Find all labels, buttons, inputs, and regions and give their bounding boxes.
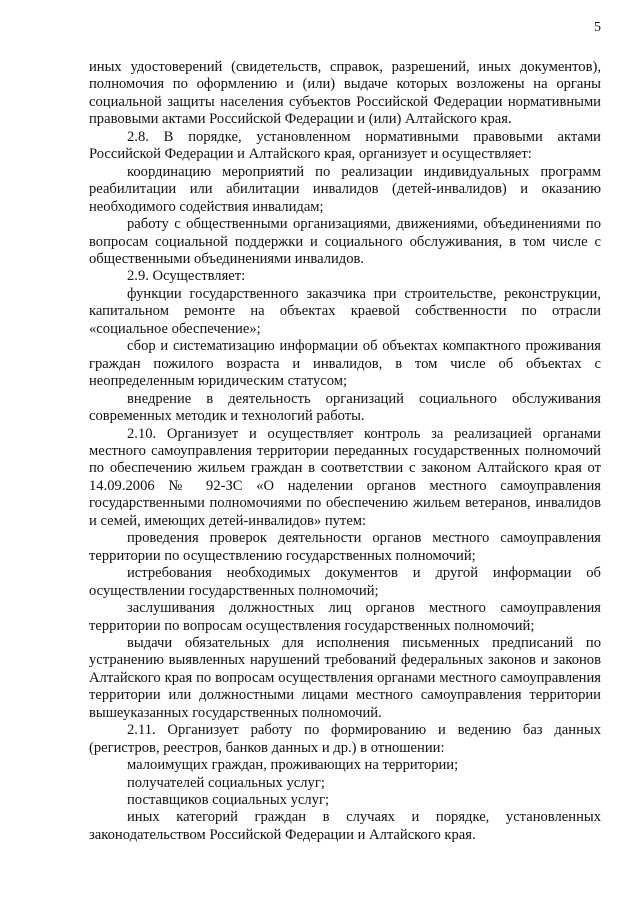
paragraph-hearings: заслушивания должностных лиц органов местного самоуправления территории по вопросам осуществления государственных полномочий; (89, 600, 601, 634)
page-number: 5 (594, 20, 601, 35)
paragraph-orders: выдачи обязательных для исполнения письменных предписаний по устранению выявленных нарушений требований федеральных законов и законов Алтайского края по вопросам осуществления органами местного самоуправления территории или должностными лицами местного самоуправления территории вышеуказанных государственных полномочий. (89, 634, 601, 721)
list-item-other-categories: иных категорий граждан в случаях и порядке, установленных законодательством Российской Федерации и Алтайского края. (89, 809, 601, 843)
document-body (89, 59, 601, 844)
list-item-providers: поставщиков социальных услуг; (127, 792, 329, 809)
paragraph-public-organizations: работу с общественными организациями, движениями, объединениями по вопросам социальной поддержки и социального обслуживания, в том числе с общественными объединениями инвалидов. (89, 216, 601, 267)
paragraph-methods-implementation: внедрение в деятельность организаций социального обслуживания современных методик и технологий работы. (89, 390, 601, 425)
paragraph-2-10: 2.10. Организует и осуществляет контроль за реализацией органами местного самоуправления территории переданных государственных полномочий по обеспечению жильем граждан в соответствии с законом Алтайского края от 14.09.2006 № 92-ЗС «О наделении органов местного самоуправления государственными полномочиями по обеспечению жильем ветеранов, инвалидов и семей, имеющих детей-инвалидов» путем: (89, 425, 601, 529)
list-item-low-income: малоимущих граждан, проживающих на территории; (127, 757, 459, 774)
paragraph-inspections: проведения проверок деятельности органов местного самоуправления территории по осуществлению государственных полномочий; (89, 530, 601, 564)
paragraph-information-collection: сбор и систематизацию информации об объектах компактного проживания граждан пожилого возраста и инвалидов, в том числе об объектах с неопределенным юридическим статусом; (89, 338, 601, 390)
paragraph-document-requests: истребования необходимых документов и другой информации об осуществлении государственных полномочий; (89, 565, 601, 599)
paragraph-coordination: координацию мероприятий по реализации индивидуальных программ реабилитации или абилитации инвалидов (детей-инвалидов) и оказанию необходимого содействия инвалидам; (89, 163, 601, 215)
paragraph-2-8: 2.8. В порядке, установленном нормативными правовыми актами Российской Федерации и Алтайского края, организует и осуществляет: (89, 128, 601, 163)
paragraph-certificates-continuation: иных удостоверений (свидетельств, справок, разрешений, иных документов), полномочия по оформлению и (или) выдаче которых возложены на органы социальной защиты населения субъектов Российской Федерации нормативными правовыми актами Российской Федерации и (или) Алтайского края. (89, 59, 601, 128)
paragraph-2-9: 2.9. Осуществляет: (127, 268, 246, 285)
list-item-recipients: получателей социальных услуг; (127, 774, 325, 791)
paragraph-2-11: 2.11. Организует работу по формированию и ведению баз данных (регистров, реестров, банков данных и др.) в отношении: (89, 722, 601, 756)
paragraph-state-customer: функции государственного заказчика при строительстве, реконструкции, капитальном ремонте на объектах краевой собственности по отрасли «социальное обеспечение»; (89, 285, 601, 337)
